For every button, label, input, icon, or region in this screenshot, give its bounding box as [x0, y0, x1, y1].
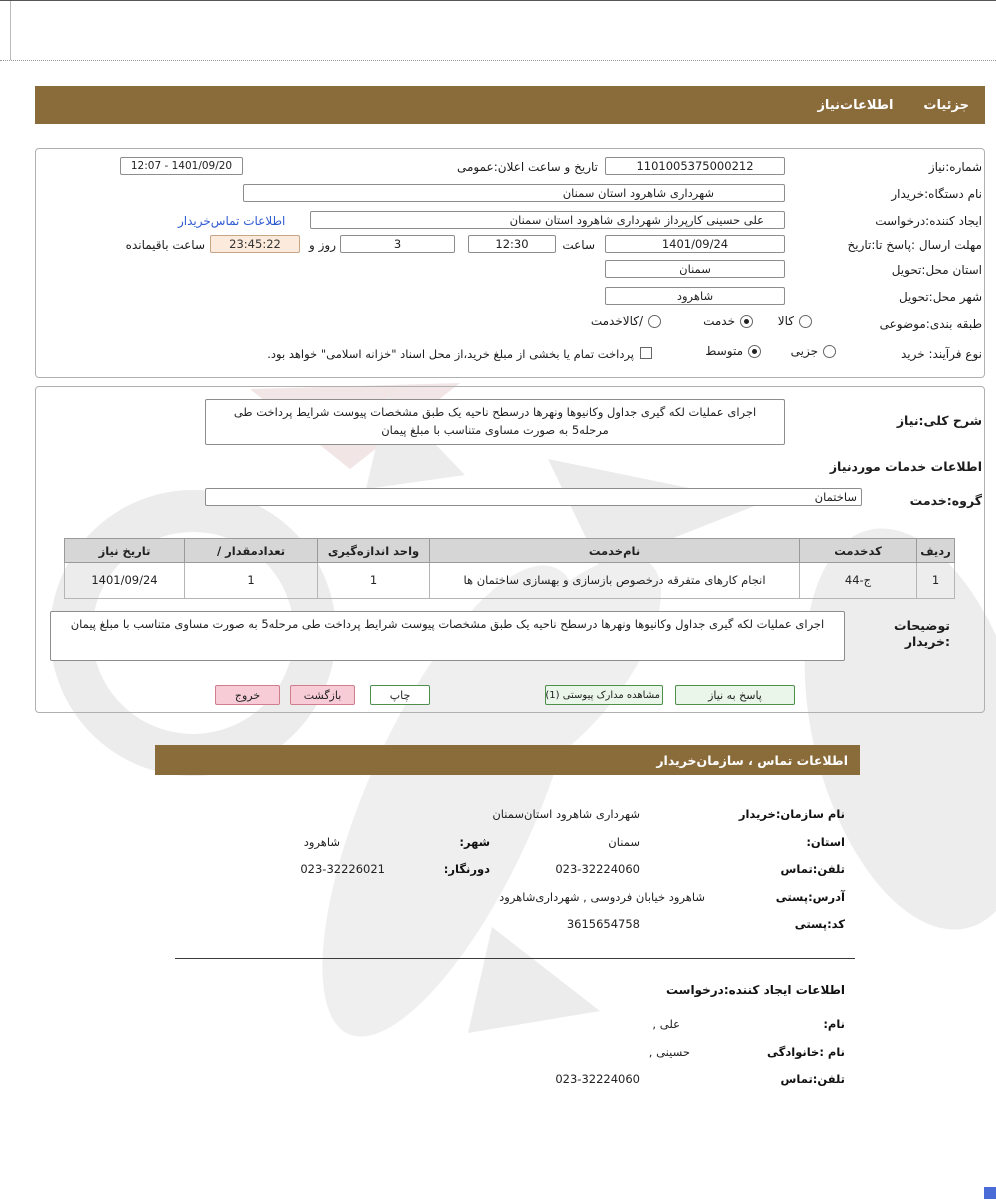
- header-tabbar: [35, 86, 985, 124]
- contact-city-label: شهر:: [459, 835, 490, 849]
- radio-goods-circle-icon: [799, 315, 812, 328]
- tab-need-info[interactable]: اطلاعات‌نیاز: [817, 97, 894, 113]
- postal-code-value: 3615654758: [566, 917, 640, 931]
- bottom-corner-button[interactable]: [984, 1187, 996, 1199]
- radio-partial-label: جزیی: [790, 344, 818, 358]
- creator-family-value: حسینی ,: [648, 1045, 690, 1059]
- need-summary-panel: [35, 148, 985, 378]
- radio-service-selected-icon: [740, 315, 753, 328]
- cell-service-name: انجام کارهای متفرقه درخصوص بازسازی و بهسازی ساختمان ها: [430, 563, 800, 599]
- services-table-row: [65, 563, 955, 599]
- deadline-date-input[interactable]: [605, 235, 785, 253]
- radio-service-label: خدمت: [703, 314, 735, 328]
- treasury-note: پرداخت تمام یا بخشی از مبلغ خرید،از محل اسناد "خزانه اسلامی" خواهد بود.: [267, 347, 634, 361]
- radio-service[interactable]: [703, 314, 753, 328]
- top-dotted-divider: [0, 60, 996, 61]
- col-need-date: تاریخ نیاز: [65, 539, 185, 563]
- request-creator-input[interactable]: [310, 211, 785, 229]
- org-name-label: نام سازمان:خریدار: [738, 807, 845, 821]
- announce-datetime-input[interactable]: [120, 157, 243, 175]
- delivery-city-label: شهر محل:تحویل: [898, 290, 982, 304]
- process-type-label: نوع فرآیند: خرید: [901, 347, 982, 361]
- tab-details[interactable]: جزئیات: [923, 97, 969, 113]
- postal-code-label: کد:پستی: [794, 917, 845, 931]
- respond-button[interactable]: پاسخ به نیاز: [675, 685, 795, 705]
- contact-city-value: شاهرود: [303, 835, 340, 849]
- classification-label: طبقه بندی:موضوعی: [879, 317, 982, 331]
- delivery-province-label: استان محل:تحویل: [891, 263, 982, 277]
- deadline-hour-label: ساعت: [562, 238, 595, 252]
- treasury-checkbox[interactable]: [640, 347, 652, 359]
- buyer-notes-label-line1: توضیحات: [894, 618, 950, 633]
- deadline-days-input[interactable]: [340, 235, 455, 253]
- contact-fax-label: دورنگار:: [443, 862, 490, 876]
- postal-address-label: آدرس:پستی: [775, 890, 845, 904]
- creator-family-label: نام :خانوادگی: [767, 1045, 845, 1059]
- radio-medium-label: متوسط: [705, 344, 743, 358]
- contact-phone-label: تلفن:تماس: [780, 862, 845, 876]
- radio-goods-label: کالا: [777, 314, 794, 328]
- buyer-org-label: نام دستگاه:خریدار: [891, 187, 982, 201]
- radio-medium[interactable]: [705, 344, 761, 358]
- general-desc-label: شرح کلی:نیاز: [896, 413, 982, 428]
- col-service-name: نام‌خدمت: [430, 539, 800, 563]
- col-unit: واحد اندازه‌گیری: [318, 539, 430, 563]
- col-quantity: تعدادمقدار /: [185, 539, 318, 563]
- col-row-index: ردیف: [917, 539, 955, 563]
- cell-row-index: 1: [917, 563, 955, 599]
- radio-goods-service-circle-icon: [648, 315, 661, 328]
- services-table: [64, 538, 955, 599]
- buyer-org-input[interactable]: [243, 184, 785, 202]
- radio-goods[interactable]: [778, 314, 812, 328]
- buyer-notes-textarea[interactable]: اجرای عملیات لکه گیری جداول وکانیوها ونهرها درسطح ناحیه یک طبق مشخصات پیوست شرایط پرداخت طی مرحله5 به صورت مساوی متناسب با مبلغ پیمان: [50, 611, 845, 661]
- need-number-label: شماره:نیاز: [928, 160, 982, 174]
- contact-section-title: اطلاعات تماس ، سازمان‌خریدار: [656, 752, 848, 768]
- creator-phone-value: 023-32224060: [555, 1072, 640, 1086]
- deadline-label: مهلت ارسال :پاسخ تا:تاریخ: [847, 238, 982, 252]
- org-name-value: شهرداری شاهرود استان‌سمنان: [492, 807, 640, 821]
- creator-name-label: نام:: [823, 1017, 845, 1031]
- delivery-city-input[interactable]: [605, 287, 785, 305]
- radio-partial-circle-icon: [823, 345, 836, 358]
- announce-datetime-label: تاریخ و ساعت اعلان:عمومی: [456, 160, 598, 174]
- service-group-input[interactable]: [205, 488, 862, 506]
- contact-divider: [175, 958, 855, 959]
- remaining-time-label: ساعت باقیمانده: [125, 238, 205, 252]
- radio-goods-service-label: /کالاخدمت: [590, 314, 643, 328]
- delivery-province-input[interactable]: [605, 260, 785, 278]
- need-number-input[interactable]: [605, 157, 785, 175]
- cell-quantity: 1: [185, 563, 318, 599]
- creator-phone-label: تلفن:تماس: [780, 1072, 845, 1086]
- cell-need-date: 1401/09/24: [65, 563, 185, 599]
- radio-medium-selected-icon: [748, 345, 761, 358]
- days-label: روز و: [309, 238, 336, 252]
- print-button[interactable]: چاپ: [370, 685, 430, 705]
- top-left-tick: [10, 1, 11, 60]
- buyer-notes-label-line2: :خریدار: [904, 634, 950, 649]
- cell-unit: 1: [318, 563, 430, 599]
- contact-phone-value: 023-32224060: [555, 862, 640, 876]
- request-creator-label: ایجاد کننده:درخواست: [875, 214, 982, 228]
- back-button[interactable]: بازگشت: [290, 685, 355, 705]
- remaining-time-badge: 23:45:22: [210, 235, 300, 253]
- postal-address-value: شاهرود خیابان فردوسی , شهرداری‌شاهرود: [499, 890, 705, 904]
- services-heading: اطلاعات خدمات موردنیاز: [829, 459, 982, 474]
- radio-partial[interactable]: [791, 344, 836, 358]
- contact-province-label: استان:: [806, 835, 845, 849]
- services-table-header-row: [65, 539, 955, 563]
- radio-goods-service[interactable]: [591, 314, 661, 328]
- contact-section-header: [155, 745, 860, 775]
- general-desc-textarea[interactable]: اجرای عملیات لکه گیری جداول وکانیوها ونهرها درسطح ناحیه یک طبق مشخصات پیوست شرایط پرداخت طی مرحله5 به صورت مساوی متناسب با مبلغ پیمان: [205, 399, 785, 445]
- contact-province-value: سمنان: [608, 835, 640, 849]
- deadline-time-input[interactable]: [468, 235, 556, 253]
- creator-name-value: علی ,: [652, 1017, 680, 1031]
- exit-button[interactable]: خروج: [215, 685, 280, 705]
- view-attachments-button[interactable]: مشاهده مدارک پیوستی (1): [545, 685, 663, 705]
- buyer-contact-link[interactable]: اطلاعات تماس‌خریدار: [178, 214, 286, 228]
- contact-fax-value: 023-32226021: [300, 862, 385, 876]
- cell-service-code: ج-44: [800, 563, 917, 599]
- col-service-code: کدخدمت: [800, 539, 917, 563]
- service-group-label: گروه:خدمت: [909, 493, 982, 508]
- creator-info-heading: اطلاعات ایجاد کننده:درخواست: [665, 983, 845, 997]
